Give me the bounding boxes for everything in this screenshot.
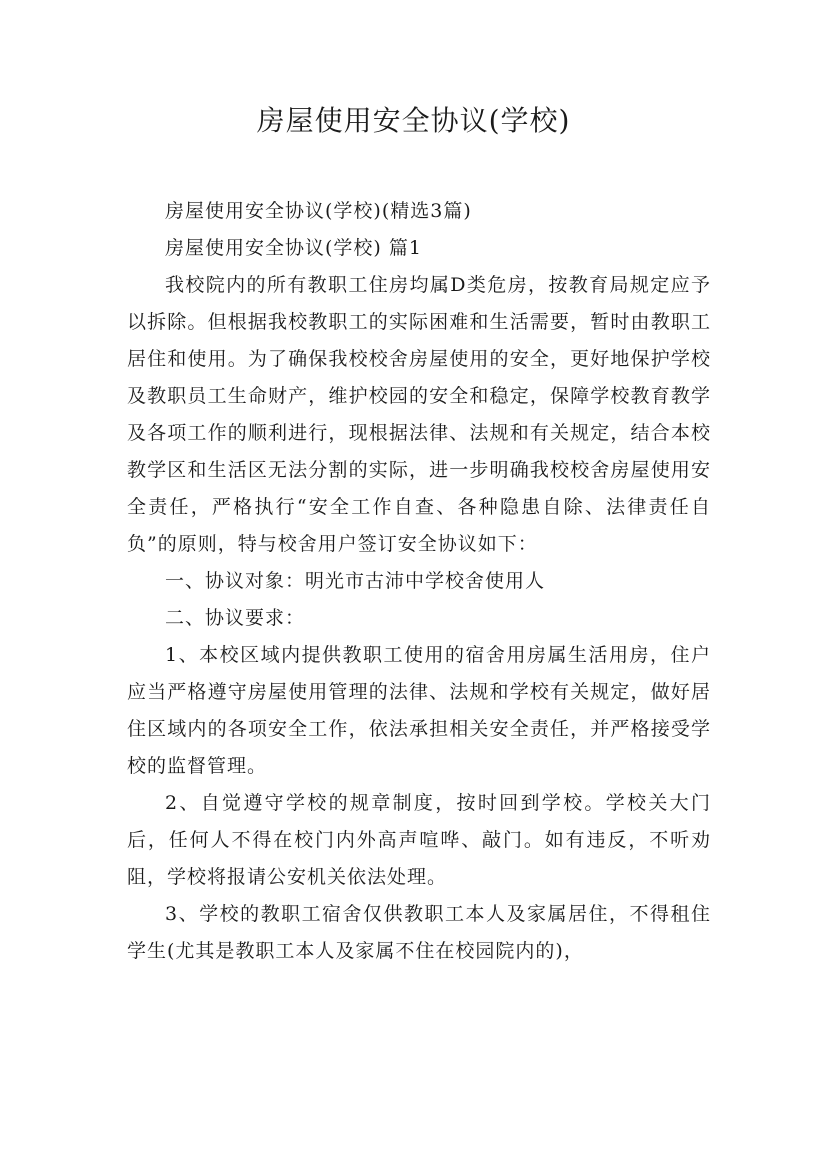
paragraph-item-1: 1、本校区域内提供教职工使用的宿舍用房属生活用房，住户应当严格遵守房屋使用管理的法律、法规和学校有关规定，做好居住区域内的各项安全工作，依法承担相关安全责任，并严格接受学校的监督管理。 bbox=[127, 644, 711, 777]
paragraph-item-2: 2、自觉遵守学校的规章制度，按时回到学校。学校关大门后，任何人不得在校门内外高声喧哗、敲门。如有违反，不听劝阻，学校将报请公安机关依法处理。 bbox=[127, 792, 711, 888]
paragraph-item-3: 3、学校的教职工宿舍仅供教职工本人及家属居住，不得租住学生(尤其是教职工本人及家属不住在校园院内的)， bbox=[127, 903, 711, 962]
paragraph-agreement-subject: 一、协议对象：明光市古沛中学校舍使用人 bbox=[165, 570, 546, 592]
paragraph-subtitle: 房屋使用安全协议(学校)(精选3篇) bbox=[165, 200, 472, 222]
paragraph-section-heading: 房屋使用安全协议(学校) 篇1 bbox=[165, 237, 422, 259]
paragraph-intro: 我校院内的所有教职工住房均属D类危房，按教育局规定应予以拆除。但根据我校教职工的实际困难和生活需要，暂时由教职工居住和使用。为了确保我校校舍房屋使用的安全，更好地保护学校及教职员工生命财产，维护校园的安全和稳定，保障学校教育教学及各项工作的顺利进行，现根据法律、法规和有关规定，结合本校教学区和生活区无法分割的实际，进一步明确我校校舍房屋使用安全责任，严格执行“安全工作自查、各种隐患自除、法律责任自负”的原则，特与校舍用户签订安全协议如下： bbox=[127, 274, 711, 555]
document-title: 房屋使用安全协议(学校) bbox=[256, 104, 571, 137]
paragraph-agreement-requirements: 二、协议要求： bbox=[165, 607, 306, 629]
document-body bbox=[127, 193, 711, 970]
